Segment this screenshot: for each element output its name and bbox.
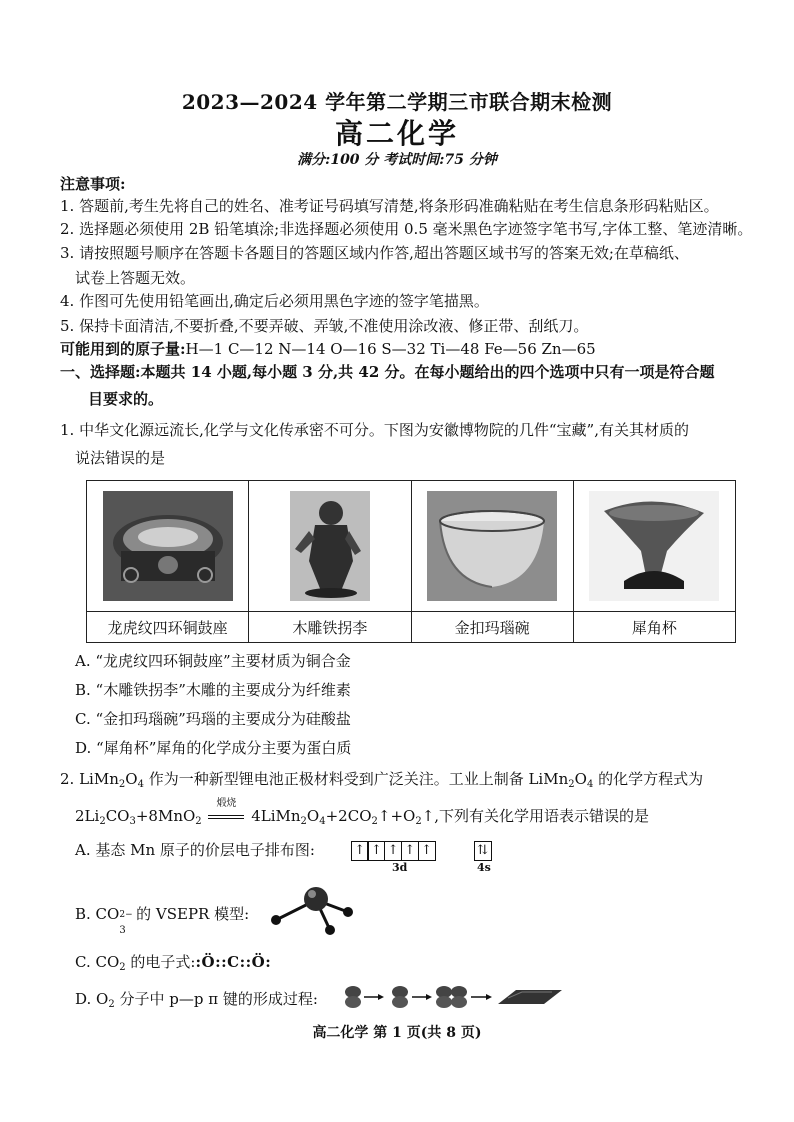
agate-bowl-image <box>427 491 557 601</box>
eq-li2co3-b: CO <box>105 807 130 825</box>
orbital-3d-box: ↑ <box>418 841 436 861</box>
q2-option-c <box>75 952 271 978</box>
artifact-caption-1: 龙虎纹四环铜鼓座 <box>87 612 249 643</box>
q2-equation <box>75 798 650 832</box>
optc-text-a: C. CO <box>75 953 120 971</box>
orbital-3d-box: ↑ <box>367 841 385 861</box>
rhino-horn-cup-image <box>589 491 719 601</box>
orbital-3d-box: ↑ <box>384 841 402 861</box>
eq-li2co3-a: 2Li <box>75 807 100 825</box>
artifact-caption-4: 犀角杯 <box>573 612 735 643</box>
eq-limn2o4-b: O <box>306 807 320 825</box>
optd-text-b: 分子中 p—p π 键的形成过程: <box>114 990 318 1008</box>
artifact-caption-3: 金扣玛瑙碗 <box>411 612 573 643</box>
q1-option-b: B. “木雕铁拐李”木雕的主要成分为纤维素 <box>75 681 351 699</box>
wood-figure-image <box>265 491 395 601</box>
eq-tail: ↑,下列有关化学用语表示错误的是 <box>421 807 650 825</box>
atomic-masses-label: 可能用到的原子量: <box>60 340 186 358</box>
eq-condition: 煅烧 <box>216 798 237 809</box>
optd-text-a: D. O <box>75 990 109 1008</box>
orbital-4s-box: ⇅ <box>474 841 492 861</box>
atomic-masses <box>60 339 596 359</box>
artifact-photo-cell-2 <box>249 481 411 612</box>
q2-option-d <box>75 989 318 1015</box>
q2-option-a: A. 基态 Mn 原子的价层电子排布图: <box>75 841 315 859</box>
vsepr-model-diagram <box>268 882 358 940</box>
eq-arrow <box>206 798 246 826</box>
eq-sub-4: 2 <box>300 816 307 827</box>
artifact-photo-cell-1 <box>87 481 249 612</box>
optc-text-b: 的电子式: <box>125 953 196 971</box>
q2-stem-line1 <box>60 769 703 795</box>
notice-item-2: 2. 选择题必须使用 2B 铅笔填涂;非选择题必须使用 0.5 毫米黑色字迹签字笔书写,字体工整、笔迹清晰。 <box>60 220 753 238</box>
section1-line2: 目要求的。 <box>88 390 164 408</box>
eq-co2: +2CO <box>325 807 372 825</box>
drum-base-image <box>103 491 233 601</box>
pi-bond-formation-diagram <box>340 984 565 1010</box>
notice-item-3-cont: 试卷上答题无效。 <box>75 269 196 287</box>
q2-sub-b: 4 <box>137 779 144 790</box>
orbital-3d-box: ↑ <box>401 841 419 861</box>
notice-item-4: 4. 作图可先使用铅笔画出,确定后必须用黑色字迹的签字笔描黑。 <box>60 292 489 310</box>
section1-line1: 一、选择题:本题共 14 小题,每小题 3 分,共 42 分。在每小题给出的四个选项中只有一项是符合题 <box>60 363 715 381</box>
eq-sub-7: 2 <box>415 816 422 827</box>
optb-text-b: 的 VSEPR 模型: <box>131 905 250 923</box>
eq-sub-5: 4 <box>319 816 326 827</box>
orbital-4s-boxes <box>475 839 492 861</box>
q1-option-d: D. “犀角杯”犀角的化学成分主要为蛋白质 <box>75 739 352 757</box>
optd-sub: 2 <box>108 999 115 1010</box>
q2-text-e: 的化学方程式为 <box>593 770 704 788</box>
q2-text-c: 作为一种新型锂电池正极材料受到广泛关注。工业上制备 LiMn <box>143 770 569 788</box>
eq-mno2: +8MnO <box>135 807 196 825</box>
q1-artifact-table <box>86 480 736 643</box>
artifact-photo-cell-3 <box>411 481 573 612</box>
subject-title: 高二化学 <box>334 117 459 150</box>
artifact-photo-cell-4 <box>573 481 735 612</box>
optb-sub: 3 <box>119 925 126 936</box>
q2-number: 2. <box>60 770 75 788</box>
exam-meta: 满分:100 分 考试时间:75 分钟 <box>297 152 497 168</box>
eq-sub-6: 2 <box>371 816 378 827</box>
orbital-3d-boxes <box>352 839 436 861</box>
eq-sub-2: 3 <box>129 816 136 827</box>
artifact-caption-2: 木雕铁拐李 <box>249 612 411 643</box>
orbital-3d-label: 3d <box>392 861 408 874</box>
orbital-4s-label: 4s <box>477 861 491 874</box>
q2-option-b <box>75 904 250 936</box>
q2-text-d: O <box>574 770 587 788</box>
orbital-3d-box: ↑ <box>351 841 369 861</box>
q1-stem-line1: 1. 中华文化源远流长,化学与文化传承密不可分。下图为安徽博物院的几件“宝藏”,有关其材质的 <box>60 421 689 439</box>
eq-o2: ↑+O <box>377 807 416 825</box>
notice-item-5: 5. 保持卡面清洁,不要折叠,不要弄破、弄皱,不准使用涂改液、修正带、刮纸刀。 <box>60 317 589 335</box>
page-footer: 高二化学 第 1 页(共 8 页) <box>312 1025 482 1041</box>
exam-title: 2023—2024 学年第二学期三市联合期末检测 <box>181 90 613 114</box>
notice-item-1: 1. 答题前,考生先将自己的姓名、准考证号码填写清楚,将条形码准确粘贴在考生信息条形码粘贴区。 <box>60 197 719 215</box>
q2-sub-c: 2 <box>568 779 575 790</box>
eq-limn2o4-a: 4LiMn <box>251 807 301 825</box>
eq-sub-1: 2 <box>99 816 106 827</box>
q2-text-a: LiMn <box>79 770 119 788</box>
notice-heading: 注意事项: <box>60 175 126 193</box>
q1-stem-line2: 说法错误的是 <box>75 449 166 467</box>
q2-sub-d: 4 <box>586 779 594 790</box>
atomic-masses-values: H—1 C—12 N—14 O—16 S—32 Ti—48 Fe—56 Zn—65 <box>185 340 596 358</box>
q1-option-a: A. “龙虎纹四环铜鼓座”主要材质为铜合金 <box>75 652 351 670</box>
co2-electron-formula: :Ö::C::Ö: <box>195 953 272 971</box>
q1-option-c: C. “金扣玛瑙碗”玛瑙的主要成分为硅酸盐 <box>75 710 351 728</box>
q2-text-b: O <box>125 770 138 788</box>
eq-sub-3: 2 <box>195 816 202 827</box>
optc-sub: 2 <box>119 962 126 973</box>
optb-charge: 2− <box>119 910 133 920</box>
optb-text-a: B. CO <box>75 905 120 923</box>
notice-item-3: 3. 请按照题号顺序在答题卡各题目的答题区域内作答,超出答题区域书写的答案无效;在草稿纸、 <box>60 244 689 262</box>
q2-sub-a: 2 <box>118 779 126 790</box>
